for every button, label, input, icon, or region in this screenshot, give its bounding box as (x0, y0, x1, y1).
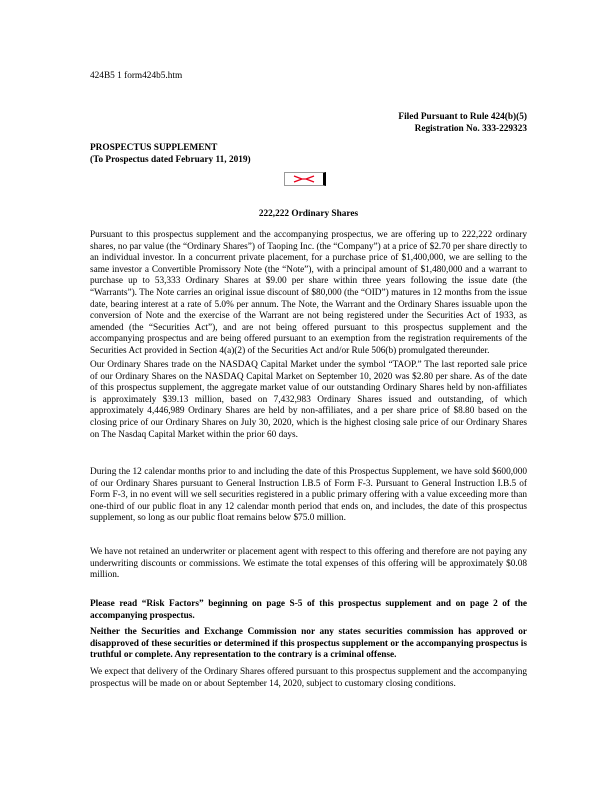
paragraph-offering: Pursuant to this prospectus supplement and the accompanying prospectus, we are offering up to 222,222 ordinary shares, no par value (the “Ordinary Shares”) of Taoping Inc. (the “Company”) at a price of $2.70 per share directly to an individual investor. In a concurrent private placement, for a purchase price of $1,400,000, we are selling to the same investor a Convertible Promissory Note (the “Note”), with a principal amount of $1,480,000 and a warrant to purchase up to 53,333 Ordinary Shares at $9.00 per share within three years following the issue date (the “Warrants”). The Note carries an original issue discount of $80,000 (the “OID”) matures in 12 months from the issue date, bearing interest at a rate of 5.0% per annum. The Note, the Warrant and the Ordinary Shares issuable upon the conversion of Note and the exercise of the Warrant are not being registered under the Securities Act of 1933, as amended (the “Securities Act”), and are not being offered pursuant to this prospectus supplement and the accompanying prospectus and are being offered pursuant to an exemption from the registration requirements of the Securities Act provided in Section 4(a)(2) of the Securities Act and/or Rule 506(b) promulgated thereunder. (90, 230, 527, 356)
paragraph-sec-disclaimer: Neither the Securities and Exchange Commission nor any states securities commission has approved or disapproved of these securities or determined if this prospectus supplement or the accompanying prospectus is truthful or complete. Any representation to the contrary is a criminal offense. (90, 627, 527, 661)
filing-rule: Filed Pursuant to Rule 424(b)(5) (398, 112, 527, 122)
paragraph-underwriter: We have not retained an underwriter or placement agent with respect to this offering and therefore are not paying any underwriting discounts or commissions. We estimate the total expenses of this offering will be approximately $0.08 million. (90, 547, 527, 581)
supplement-heading (90, 142, 251, 166)
company-logo-icon (284, 172, 326, 186)
paragraph-general-instruction: During the 12 calendar months prior to and including the date of this Prospectus Supplement, we have sold $600,000 of our Ordinary Shares pursuant to General Instruction I.B.5 of Form F-3. Pursuant to General Instruction I.B.5 of Form F-3, in no event will we sell securities registered in a public primary offering with a value exceeding more than one-third of our public float in any 12 calendar month period that ends on, and includes, the date of this prospectus supplement, so long as our public float remains below $75.0 million. (90, 467, 527, 524)
paragraph-market: Our Ordinary Shares trade on the NASDAQ Capital Market under the symbol “TAOP.” The last reported sale price of our Ordinary Shares on the NASDAQ Capital Market on September 10, 2020 was $2.80 per share. As of the date of this prospectus supplement, the aggregate market value of our outstanding Ordinary Shares held by non-affiliates is approximately $39.13 million, based on 7,432,983 Ordinary Shares issued and outstanding, of which approximately 4,446,989 Ordinary Shares are held by non-affiliates, and a per share price of $8.80 based on the closing price of our Ordinary Shares on July 30, 2020, which is the highest closing sale price of our Ordinary Shares on The Nasdaq Capital Market within the prior 60 days. (90, 360, 527, 440)
supplement-subtitle: (To Prospectus dated February 11, 2019) (90, 155, 251, 165)
supplement-title: PROSPECTUS SUPPLEMENT (90, 143, 218, 153)
filing-info (398, 111, 527, 135)
logo-glyph-icon (293, 175, 315, 183)
registration-number: Registration No. 333-229323 (414, 124, 527, 134)
paragraph-delivery: We expect that delivery of the Ordinary Shares offered pursuant to this prospectus supplement and the accompanying prospectus will be made on or about September 14, 2020, subject to customary closing conditions. (90, 667, 527, 689)
offering-title: 222,222 Ordinary Shares (258, 209, 359, 219)
paragraph-risk-factors: Please read “Risk Factors” beginning on page S-5 of this prospectus supplement and on page 2 of the accompanying prospectus. (90, 599, 527, 621)
file-label: 424B5 1 form424b5.htm (90, 71, 183, 81)
